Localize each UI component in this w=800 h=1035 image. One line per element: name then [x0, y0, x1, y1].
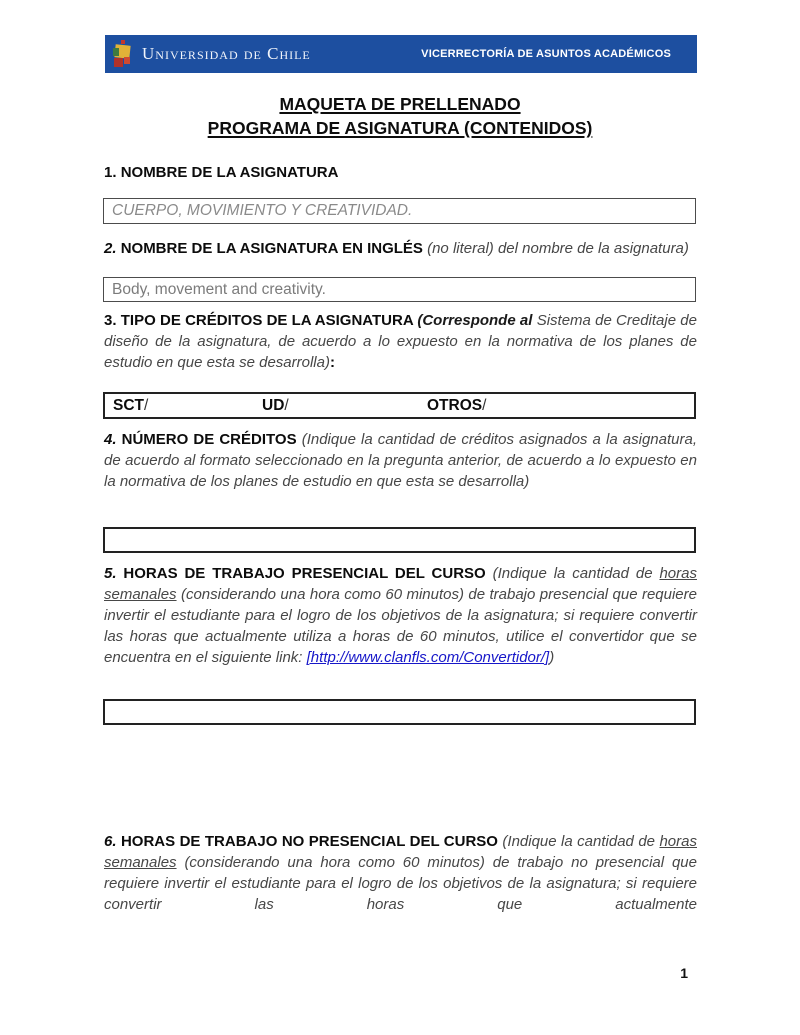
- document-title: [0, 92, 800, 140]
- section-3-title: TIPO DE CRÉDITOS DE LA ASIGNATURA: [120, 312, 418, 329]
- title-line-2: PROGRAMA DE ASIGNATURA (CONTENIDOS): [207, 118, 593, 138]
- section-5-number: 5.: [104, 565, 124, 582]
- credit-option-sct: SCT /: [113, 396, 149, 414]
- section-4-title: NÚMERO DE CRÉDITOS: [121, 431, 302, 448]
- section-6-title: HORAS DE TRABAJO NO PRESENCIAL DEL CURSO: [120, 833, 503, 850]
- section-2-note: (no literal) del nombre de la asignatura): [427, 240, 689, 257]
- convertidor-link[interactable]: [http://www.clanfls.com/Convertidor/]: [306, 649, 550, 666]
- section-1-number: 1.: [104, 164, 121, 181]
- section-3-heading: [104, 310, 697, 373]
- section-2-number: 2.: [104, 240, 121, 257]
- section-5-note-tail: ): [549, 649, 555, 666]
- section-3-number: 3.: [104, 312, 121, 329]
- section-2-answer-box: [103, 277, 696, 302]
- course-name-value: CUERPO, MOVIMIENTO Y CREATIVIDAD.: [112, 202, 413, 219]
- section-6-note-pre: (Indique la cantidad de: [502, 833, 660, 850]
- header-banner: [105, 35, 697, 73]
- section-5-note-pre: (Indique la cantidad de: [492, 565, 660, 582]
- section-4-answer-box: [103, 527, 696, 553]
- section-4-number: 4.: [104, 431, 122, 448]
- title-line-1: MAQUETA DE PRELLENADO: [279, 94, 521, 114]
- vicerrectoria-label: VICERRECTORÍA DE ASUNTOS ACADÉMICOS: [421, 48, 671, 60]
- section-3-note: Sistema de Creditaje de diseño de la asignatura, de acuerdo a lo expuesto en la normativa de los planes de estudio en que esta se desarrolla): [104, 312, 697, 371]
- section-1-answer-box: [103, 198, 696, 224]
- section-2-title: NOMBRE DE LA ASIGNATURA EN INGLÉS: [120, 240, 428, 257]
- section-5-heading: [104, 563, 697, 668]
- section-6-note-underlined: horas semanales: [104, 833, 697, 871]
- section-6-heading: [104, 831, 697, 915]
- course-name-english-value: Body, movement and creativity.: [112, 280, 326, 298]
- credit-type-box: [103, 392, 696, 419]
- section-2-heading: [104, 238, 697, 259]
- section-5-answer-box: [103, 699, 696, 725]
- section-3-note-bold: (Corresponde al: [417, 312, 537, 329]
- section-5-title: HORAS DE TRABAJO PRESENCIAL DEL CURSO: [123, 565, 493, 582]
- section-4-heading: [104, 429, 697, 492]
- section-1-title: NOMBRE DE LA ASIGNATURA: [120, 164, 339, 181]
- section-6-number: 6.: [104, 833, 121, 850]
- university-name: Universidad de Chile: [142, 44, 311, 63]
- page-number: 1: [680, 965, 688, 981]
- section-5-note-underlined: horas semanales: [104, 565, 697, 603]
- section-5-note-mid: (considerando una hora como 60 minutos) de trabajo presencial que requiere invertir el estudiante para el logro de los objetivos de la asignatura; si requiere convertir las horas que actualmente utiliza a horas de 60 minutos, utilice el convertidor que se encuentra en el siguiente link:: [104, 586, 697, 666]
- section-6-note-tail: (considerando una hora como 60 minutos) de trabajo no presencial que requiere invertir el estudiante para el logro de los objetivos de la asignatura; si requiere convertir las horas que actualmente: [104, 854, 697, 913]
- university-logo-icon: [113, 40, 133, 68]
- section-4-note: (Indique la cantidad de créditos asignados a la asignatura, de acuerdo al formato seleccionado en la pregunta anterior, de acuerdo a lo expuesto en la normativa de los planes de estudio en que esta se desarrolla): [104, 431, 697, 490]
- credit-option-otros: OTROS /: [427, 396, 487, 414]
- section-3-colon: :: [329, 354, 335, 371]
- section-1-heading: [104, 162, 697, 183]
- credit-option-ud: UD /: [262, 396, 289, 414]
